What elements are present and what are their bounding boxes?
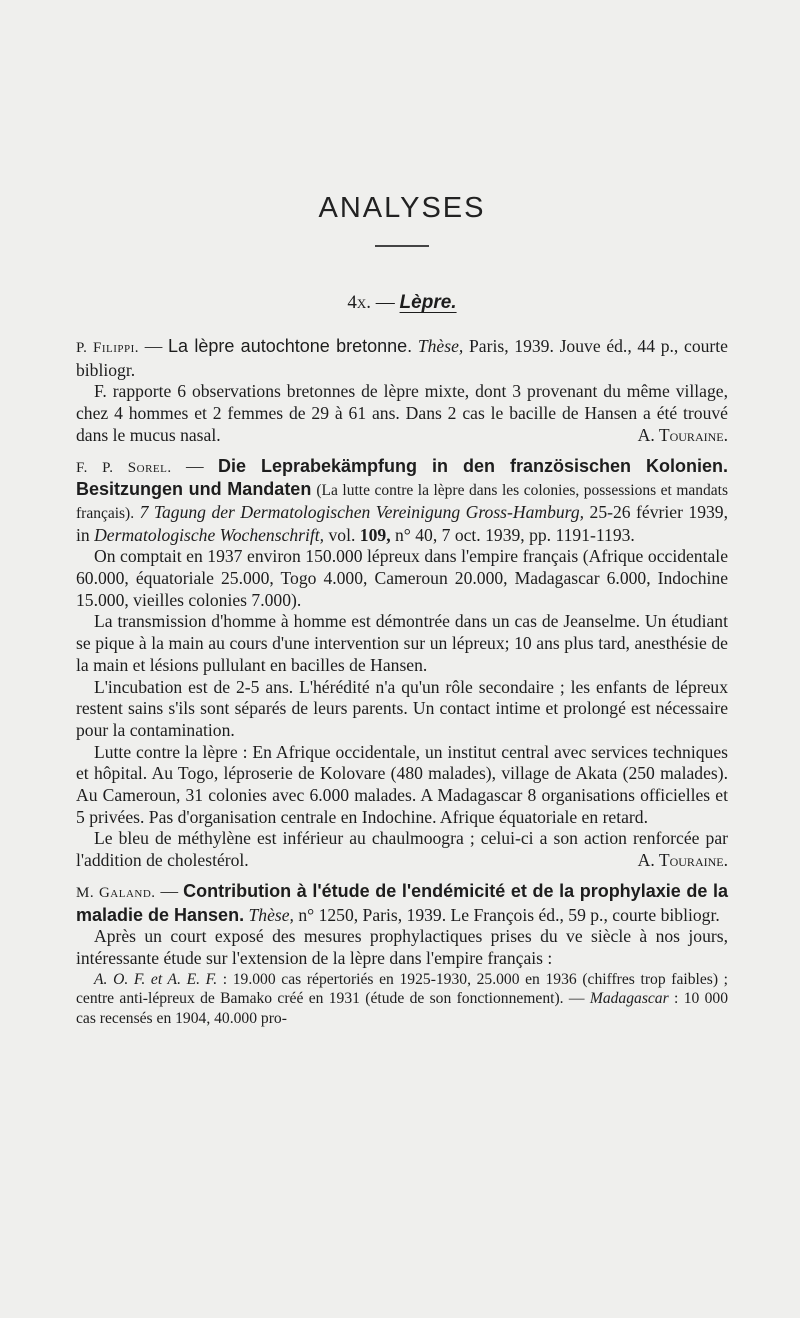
entry-small-text-part: : 19.000 cas répertoriés en 1925-1930, 25.000 en 1936 (chiffres trop faibles) ; centre anti-lépreux de Bamako créé en 1931 (étude de son fonctionnement). — bbox=[76, 970, 729, 1008]
entry-author: P. Filippi. bbox=[76, 340, 140, 356]
entry-title: Contribution à l'étude de l'endémicité et de la prophylaxie de la maladie de Hansen. bbox=[76, 880, 728, 925]
entry-title-translation: (La lutte contre la lèpre dans les colonies, possessions et mandats français). bbox=[76, 482, 729, 522]
entry-paragraph: On comptait en 1937 environ 150.000 lépreux dans l'empire français (Afrique occidentale 60.000, équatoriale 25.000, Togo 4.000, Cameroun 20.000, Madagascar 6.000, Indochine 15.000, vieilles colonies 7.000). bbox=[76, 546, 728, 610]
entry-author: F. P. Sorel. bbox=[76, 459, 172, 476]
entry-title: La lèpre autochtone bretonne. bbox=[168, 336, 413, 356]
entry-paragraph: Après un court exposé des mesures prophylactiques prises du ve siècle à nos jours, intéressante étude sur l'extension de la lèpre dans l'empire français : bbox=[76, 926, 728, 968]
entry-ref-italic: Thèse, bbox=[248, 904, 294, 925]
analysis-entry bbox=[76, 336, 728, 447]
entry-small-italic: Madagascar bbox=[589, 990, 669, 1008]
entry-signature: A. Touraine. bbox=[637, 850, 728, 871]
entry-paragraph bbox=[76, 381, 728, 446]
entry-ref-italic: Thèse, bbox=[417, 336, 464, 356]
entry-dash: — bbox=[186, 455, 204, 476]
entry-ref-italic: Tagung der Dermatologischen Vereinigung Gross-Hamburg, bbox=[153, 501, 585, 522]
entry-ref-vol-number: 109, bbox=[359, 524, 391, 545]
entry-small-paragraph bbox=[76, 970, 728, 1029]
entry-ref-number: 7 bbox=[139, 501, 149, 522]
section-dash: — bbox=[375, 292, 395, 313]
entry-paragraph-text: F. rapporte 6 observations bretonnes de lèpre mixte, dont 3 provenant du même village, chez 4 hommes et 2 femmes de 29 à 61 ans. Dans 2 cas le bacille de Hansen a été trouvé dans le mucus nasal. bbox=[76, 381, 728, 445]
entry-paragraph bbox=[76, 828, 728, 871]
entry-heading bbox=[76, 881, 728, 926]
section-name: Lèpre. bbox=[399, 292, 457, 313]
entry-heading bbox=[76, 456, 728, 547]
entry-title: Die Leprabekämpfung in den französischen Kolonien. Besitzungen und Mandaten bbox=[76, 455, 728, 500]
entry-author: M. Galand. bbox=[76, 884, 156, 901]
page-title: ANALYSES bbox=[318, 192, 486, 224]
entry-paragraph: L'incubation est de 2-5 ans. L'hérédité n'a qu'un rôle secondaire ; les enfants de lépreux restent sains s'ils sont séparés de leurs parents. Un contact intime et prolongé est nécessaire pour la contamination. bbox=[76, 676, 728, 740]
entry-heading bbox=[76, 336, 728, 381]
analysis-entry bbox=[76, 456, 728, 872]
entry-paragraph-text: Le bleu de méthylène est inférieur au chaulmoogra ; celui-ci a son action renforcée par l'addition de cholestérol. bbox=[76, 828, 728, 871]
section-heading bbox=[76, 292, 728, 314]
title-rule bbox=[375, 245, 429, 247]
entry-small-text-part: : 10 000 cas recensés en 1904, 40.000 pro- bbox=[76, 990, 729, 1027]
entry-dash: — bbox=[160, 880, 179, 901]
entry-signature: A. Touraine. bbox=[637, 424, 728, 445]
entry-paragraph: Lutte contre la lèpre : En Afrique occidentale, un institut central avec services techniques et hôpital. Au Togo, léproserie de Kolovare (480 malades), village de Akata (250 malades). Au Cameroun, 31 colonies avec 6.000 malades. A Madagascar 8 organisations officielles et 5 privées. Pas d'organisation centrale en Indochine. Afrique équatoriale en retard. bbox=[76, 741, 728, 827]
section-number: 4x. bbox=[347, 292, 372, 313]
entry-paragraph: La transmission d'homme à homme est démontrée dans un cas de Jeanselme. Un étudiant se pique à la main au cours d'une intervention sur un lépreux; 10 ans plus tard, anesthésie de la main et lésions pullulant en bacilles de Hansen. bbox=[76, 611, 728, 675]
analyses-body bbox=[76, 336, 728, 1037]
entry-ref: 25-26 février 1939, in bbox=[76, 501, 728, 545]
entry-ref-italic: Dermatologische Wochenschrift, bbox=[94, 524, 325, 545]
entry-ref-vol: vol. bbox=[328, 524, 356, 545]
entry-small-italic: A. O. F. et A. E. F. bbox=[94, 970, 218, 988]
entry-dash: — bbox=[144, 336, 163, 356]
entry-ref: n° 1250, Paris, 1939. Le François éd., 59 p., courte bibliogr. bbox=[298, 904, 720, 925]
analysis-entry bbox=[76, 881, 728, 1028]
entry-ref: Paris, 1939. Jouve éd., 44 p., courte bibliogr. bbox=[76, 336, 728, 380]
entry-small-text bbox=[76, 970, 728, 1029]
entry-ref: n° 40, 7 oct. 1939, pp. 1191-1193. bbox=[395, 524, 635, 545]
